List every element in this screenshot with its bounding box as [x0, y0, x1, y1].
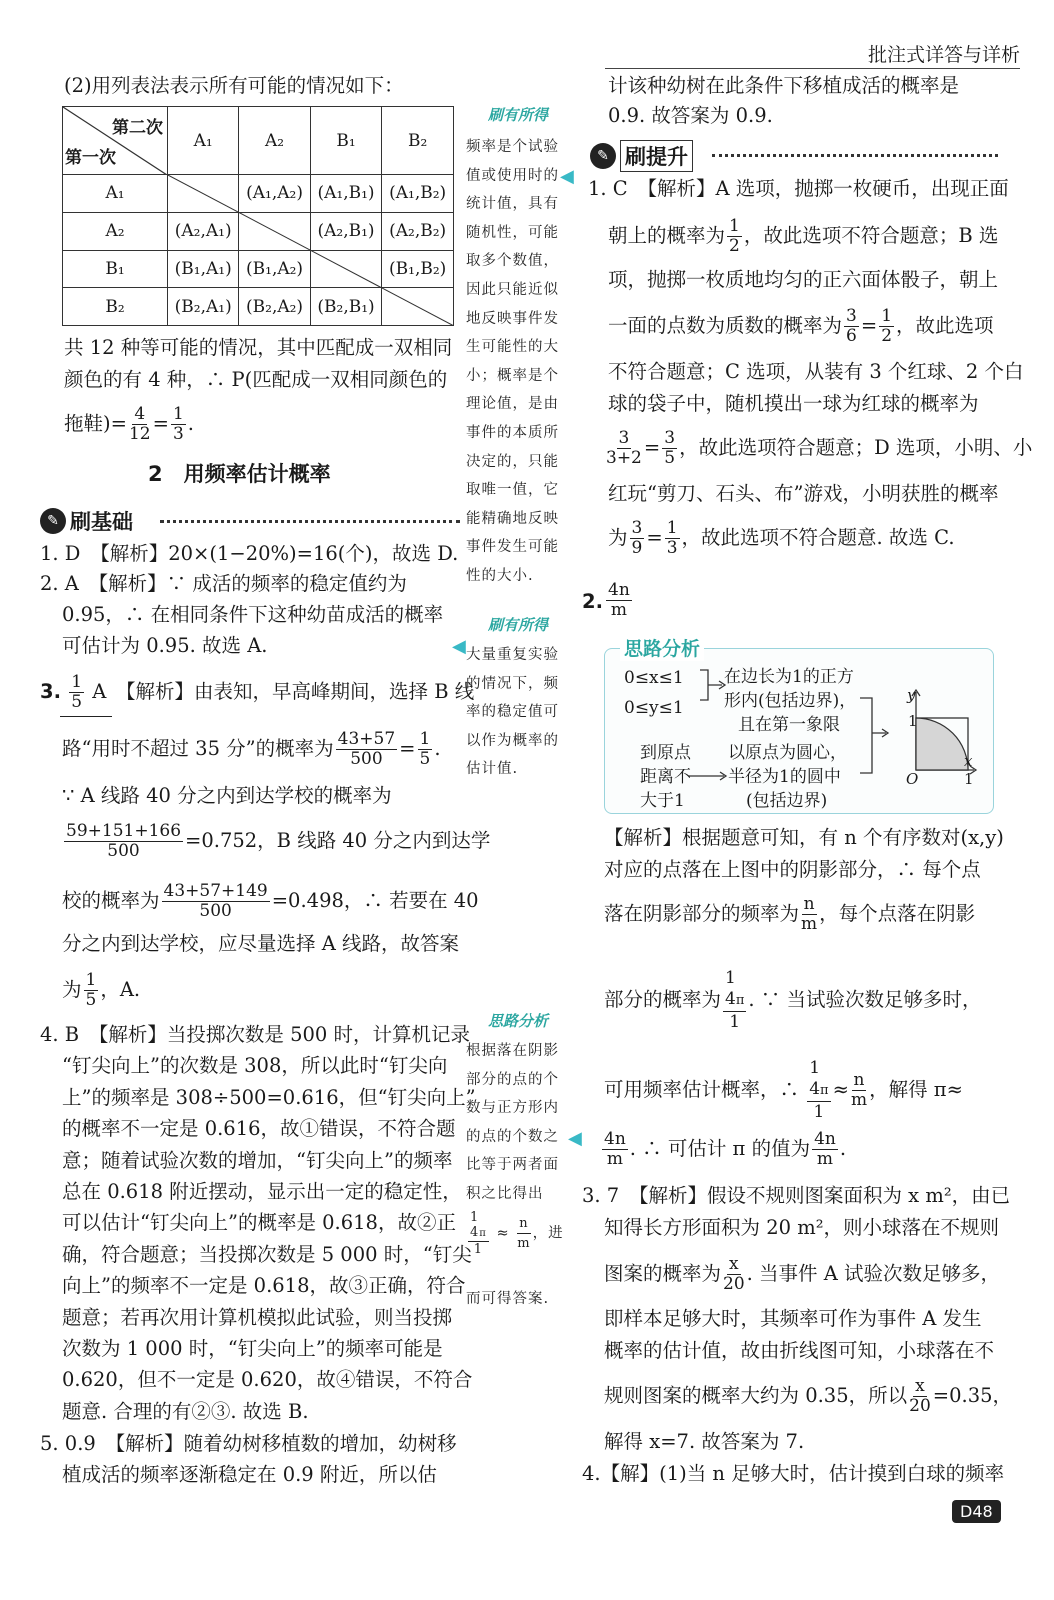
answer-underline — [60, 716, 112, 717]
text-line: 4. B 【解析】当投掷次数是 500 时，计算机记录 — [40, 1023, 471, 1046]
text-line: 可以估计“钉尖向上”的概率是 0.618，故②正 — [62, 1211, 456, 1235]
q3-line: 3. $\frac{1}{5}$ A 【解析】由表知，早高峰期间，选择 B 线 — [40, 672, 475, 712]
arrow-icon: ◀ — [452, 636, 466, 657]
r1-line: 项，抛掷一枚质地均匀的正六面体骰子，朝上 — [608, 268, 999, 291]
row-header: A₁ — [63, 175, 168, 213]
arrow-icon: ◀ — [568, 1128, 582, 1149]
text-line: 估计值. — [466, 761, 519, 778]
dotted-divider — [160, 520, 460, 523]
r3-line: 图案的概率为 $\frac{x}{20}$ . 当事件 A 试验次数足够多， — [604, 1254, 1001, 1294]
table-cell: (A₁,B₂) — [382, 175, 454, 213]
text-line: 值或使用时的 — [466, 167, 559, 184]
r1-line: 红玩“剪刀、石头、布”游戏，小明获胜的概率 — [608, 482, 999, 505]
text-dist-3: 大于1 — [640, 791, 685, 811]
note-line: 而可得答案. — [466, 1291, 550, 1307]
r2-answer: $\frac{4n}{m}$ — [608, 580, 630, 620]
text-square-2: 形内(包括边界)， — [724, 691, 857, 711]
intro-text: (2)用列表法表示所有可能的情况如下： — [64, 74, 404, 97]
text-line: 的点的个数之 — [466, 1128, 559, 1145]
r2-line: 可用频率估计概率，∴ 1 4π 1 ≈ $\frac{n}{m}$ ，解得 π≈ — [604, 1058, 963, 1122]
r3-line: 规则图案的概率大约为 0.35，所以 $\frac{x}{20}$ =0.35， — [604, 1376, 1013, 1416]
cond-x: 0≤x≤1 — [624, 668, 684, 688]
text-dist-1: 到原点 — [640, 743, 691, 763]
para-line: 拖鞋)= $\frac{4}{12}$ = $\frac{1}{3}$ . — [64, 404, 194, 444]
text-line: 频率是个试验 — [466, 139, 559, 155]
table-cell: (A₂,B₂) — [382, 212, 454, 250]
table-cell: (B₂,B₁) — [310, 288, 382, 326]
row-header: A₂ — [63, 212, 168, 250]
q3-line: 路“用时不超过 35 分”的概率为 $\frac{43+57}{500}$ = $\frac{1}{5}$ . — [62, 729, 441, 769]
row-header: B₂ — [63, 288, 168, 326]
q3-line: ∵ A 线路 40 分之内到达学校的概率为 — [62, 784, 392, 807]
corner-top: 第二次 — [112, 118, 163, 138]
table-cell: (A₂,A₁) — [168, 212, 239, 250]
text-line: 决定的，只能 — [466, 453, 559, 470]
page-number: D48 — [952, 1500, 1001, 1523]
text-line: 意；随着试验次数的增加，“钉尖向上”的频率 — [62, 1148, 453, 1172]
text-line: 题意. 合理的有②③. 故选 B. — [62, 1399, 309, 1423]
col-header: A₁ — [168, 107, 239, 175]
text-line: 根据落在阴影 — [466, 1043, 559, 1059]
r1-line: 一面的点数为质数的概率为 $\frac{3}{6}$ = $\frac{1}{2}$ ，故此选项 — [608, 306, 994, 346]
tick-y-1: 1 — [908, 712, 918, 730]
text-line: 事件发生可能 — [466, 539, 559, 556]
r4-line: 4.【解】(1)当 n 足够大时，估计摸到白球的频率 — [582, 1462, 1005, 1485]
header-rule — [605, 68, 1020, 69]
r1-line: 朝上的概率为 $\frac{1}{2}$ ，故此选项不符合题意；B 选 — [608, 216, 999, 256]
text-line: 上”的频率是 308÷500=0.616，但“钉尖向上” — [62, 1085, 476, 1109]
table-cell: (B₁,B₂) — [382, 250, 454, 288]
text-line: 取唯一值，它 — [466, 482, 559, 499]
text-line: 题意；若再次用计算机模拟此试验，则当投掷 — [62, 1305, 453, 1329]
text-line: 事件的本质所 — [466, 425, 559, 441]
r2-line: 对应的点落在上图中的阴影部分，∴ 每个点 — [604, 858, 981, 881]
q5-line: 植成活的频率逐渐稳定在 0.9 附近，所以估 — [62, 1463, 437, 1486]
col-header: B₁ — [310, 107, 382, 175]
text-line: 取多个数值， — [466, 253, 559, 270]
r3-line: 即样本足够大时，其频率可作为事件 A 发生 — [604, 1307, 982, 1330]
table-cell: (B₂,A₁) — [168, 288, 239, 326]
q2-line: 0.95，∴ 在相同条件下这种幼苗成活的概率 — [62, 603, 444, 626]
text-line: 0.620，但不一定是 0.620，故④错误，不符合 — [62, 1368, 473, 1392]
r3-line: 概率的估计值，故由折线图可知，小球落在不 — [604, 1339, 995, 1362]
note-formula: 1 4π 1 ≈ $\frac{n}{m}$ ，进 — [470, 1210, 564, 1257]
text-line: “钉尖向上”的次数是 308，所以此时“钉尖向 — [62, 1054, 448, 1078]
table-cell: (A₂,B₁) — [310, 212, 382, 250]
r3-line: 知得长方形面积为 20 m²，则小球落在不规则 — [604, 1216, 1000, 1239]
r2-line: 部分的概率为 1 4π 1 . ∵ 当试验次数足够多时， — [604, 968, 982, 1032]
q2-line: 可估计为 0.95. 故选 A. — [62, 634, 268, 657]
r3-line: 解得 x=7. 故答案为 7. — [604, 1430, 805, 1453]
axis-y-label: y — [907, 686, 916, 704]
pencil-icon: ✎ — [40, 508, 66, 534]
text-line: 的概率不一定是 0.616，故①错误，不符合题 — [62, 1117, 456, 1141]
r2-number: 2. — [582, 590, 603, 613]
text-line: 因此只能近似 — [466, 282, 559, 298]
text-circle-1: 以原点为圆心， — [728, 743, 847, 763]
note-heading: 思路分析 — [488, 1012, 549, 1030]
row-header: B₁ — [63, 250, 168, 288]
analysis-title: 思路分析 — [620, 634, 704, 661]
table-corner — [63, 107, 168, 175]
text-line: 次数为 1 000 时，“钉尖向上”的频率可能是 — [62, 1337, 443, 1360]
text-line: 确，符合题意；当投掷次数是 5 000 时，“钉尖 — [62, 1242, 472, 1266]
note-heading: 刷有所得 — [488, 616, 549, 634]
origin-label: O — [906, 770, 919, 788]
table-cell: (B₁,A₂) — [239, 250, 310, 288]
text-line: 总在 0.618 附近摆动，显示出一定的稳定性， — [62, 1180, 462, 1203]
text-line: 能精确地反映 — [466, 510, 559, 527]
dotted-divider — [712, 154, 998, 157]
text-line: 性的大小. — [466, 568, 534, 584]
r1-line: 为 $\frac{3}{9}$ = $\frac{1}{3}$ ，故此选项不符合题意. 故选 C. — [608, 518, 955, 558]
text-square-3: 且在第一象限 — [738, 715, 840, 735]
table-cell: (A₁,B₁) — [310, 175, 382, 213]
r2-line: $\frac{4n}{m}$ . ∴ 可估计 π 的值为 $\frac{4n}{m}$ . — [604, 1129, 847, 1169]
text-line: 率的稳定值可 — [466, 704, 559, 721]
cond-y: 0≤y≤1 — [624, 698, 684, 718]
axis-x-label: x — [964, 752, 973, 770]
right-top: 计该种幼树在此条件下移植成活的概率是 — [608, 74, 960, 97]
q1-line: 1. D 【解析】20×(1−20%)=16(个)，故选 D. — [40, 542, 459, 565]
text-circle-2: 半径为1的圆中 — [728, 767, 841, 787]
q5-line: 5. 0.9 【解析】随着幼树移植数的增加，幼树移 — [40, 1432, 457, 1455]
text-line: 比等于两者面 — [466, 1157, 559, 1174]
table-diagonal — [166, 174, 454, 326]
q3-line: 分之内到达学校，应尽量选择 A 线路，故答案 — [62, 932, 459, 955]
text-dist-2: 距离不 — [640, 767, 691, 787]
r3-line: 3. 7 【解析】假设不规则图案面积为 x m²，由已 — [582, 1184, 1011, 1207]
text-line: 生可能性的大 — [466, 339, 559, 356]
r1-line: 不符合题意；C 选项，从装有 3 个红球、2 个白 — [608, 360, 1024, 383]
col-header: A₂ — [239, 107, 310, 175]
header-title: 批注式详答与详析 — [867, 44, 1020, 66]
text-line: 理论值，是由 — [466, 396, 559, 413]
pencil-icon: ✎ — [590, 143, 616, 169]
corner-bottom: 第一次 — [65, 148, 116, 168]
text-line: 向上”的频率不一定是 0.618，故③正确，符合 — [62, 1274, 466, 1298]
q2-line: 2. A 【解析】∵ 成活的频率的稳定值约为 — [40, 572, 407, 595]
r2-line: 落在阴影部分的频率为 $\frac{n}{m}$ ，每个点落在阴影 — [604, 894, 976, 934]
text-line: 统计值，具有 — [466, 196, 559, 213]
text-line: 的情况下，频 — [466, 675, 559, 692]
text-line: 地反映事件发 — [466, 310, 559, 327]
para-line: 颜色的有 4 种，∴ P(匹配成一双相同颜色的 — [64, 368, 448, 391]
text-line: 以作为概率的 — [466, 732, 559, 749]
col-header: B₂ — [382, 107, 454, 175]
arrow-icon: ◀ — [560, 166, 574, 187]
text-line: 小；概率是个 — [466, 367, 559, 384]
r1-line: 1. C 【解析】A 选项，抛掷一枚硬币，出现正面 — [588, 177, 1009, 200]
table-cell: (B₁,A₁) — [168, 250, 239, 288]
text-line: 随机性，可能 — [466, 224, 559, 241]
right-top: 0.9. 故答案为 0.9. — [608, 104, 773, 127]
badge-basic: ✎ 刷基础 — [40, 506, 133, 536]
text-line: 数与正方形内 — [466, 1100, 559, 1117]
text-circle-3: (包括边界) — [746, 791, 828, 811]
section-title: 2 用频率估计概率 — [148, 462, 331, 486]
text-line: 大量重复实验 — [466, 647, 559, 663]
q3-line: 校的概率为 $\frac{43+57+149}{500}$ =0.498，∴ 若要在 40 — [62, 881, 479, 921]
r1-line: 球的袋子中，随机摸出一球为红球的概率为 — [608, 392, 979, 415]
tick-x-1: 1 — [964, 770, 974, 788]
table-cell: (B₂,A₂) — [239, 288, 310, 326]
para-line: 共 12 种等可能的情况，其中匹配成一双相同 — [64, 336, 453, 359]
note-heading: 刷有所得 — [488, 106, 549, 124]
r2-line: 【解析】根据题意可知，有 n 个有序数对(x,y) — [604, 826, 1004, 849]
text-square-1: 在边长为1的正方 — [724, 667, 854, 687]
text-line: 部分的点的个 — [466, 1071, 559, 1088]
r1-line: $\frac{3}{3+2}$ = $\frac{3}{5}$ ，故此选项符合题意；D 选项，小明、小 — [606, 428, 1033, 468]
q3-line: 为 $\frac{1}{5}$ ，A. — [62, 970, 141, 1010]
text-line: 积之比得出 — [466, 1186, 544, 1202]
q3-line: $\frac{59+151+166}{500}$ =0.752，B 线路 40 分之内到达学 — [66, 821, 491, 861]
badge-advanced: ✎ 刷提升 — [590, 140, 693, 172]
table-cell: (A₁,A₂) — [239, 175, 310, 213]
